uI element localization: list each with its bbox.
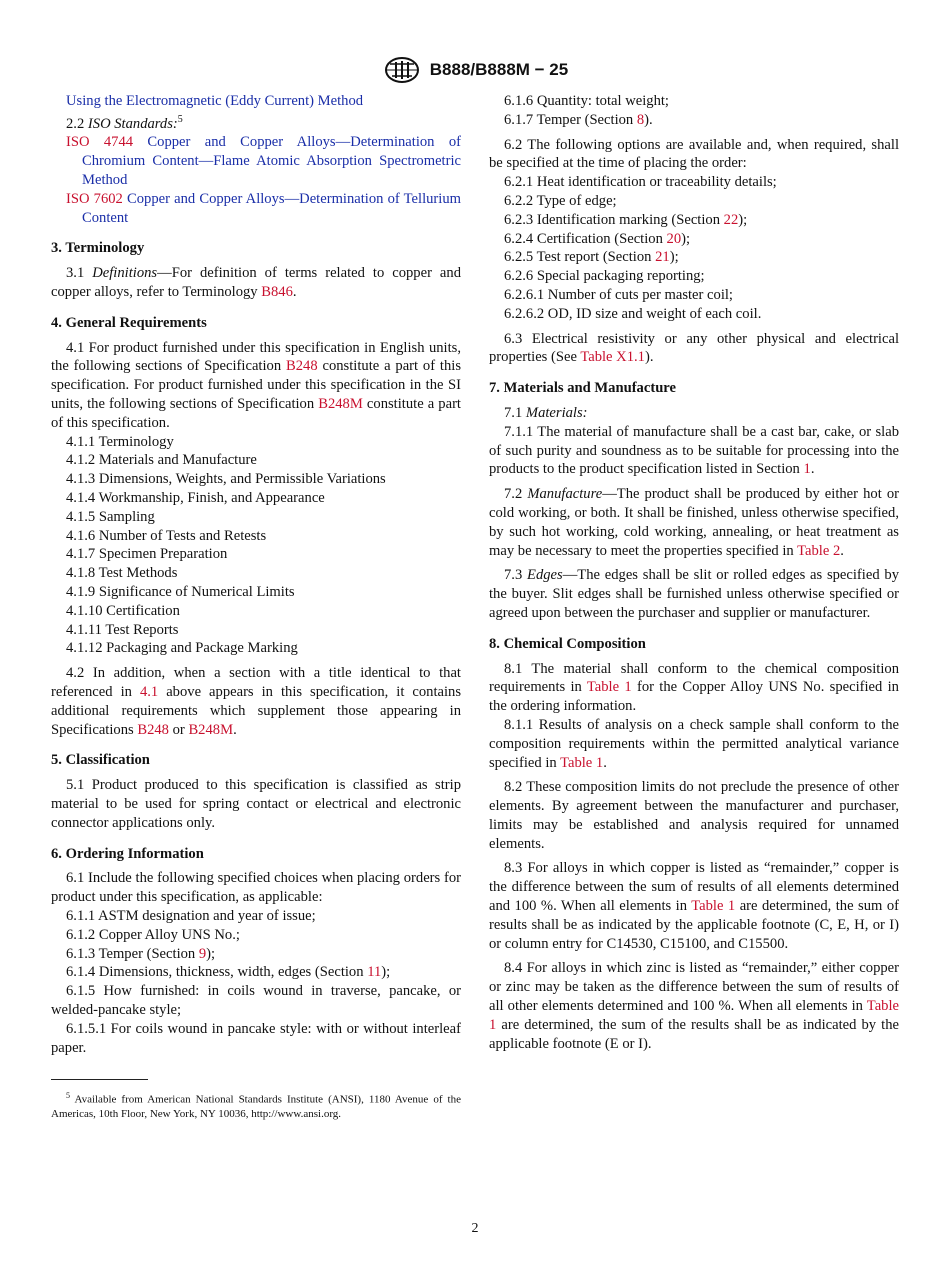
link-table-x1-1[interactable]: Table X1.1: [580, 349, 645, 366]
astm-logo-icon: [382, 56, 422, 84]
list-item: 4.1.7 Specimen Preparation: [66, 546, 228, 563]
section-6-heading: 6. Ordering Information: [51, 845, 204, 862]
para-6-1-7: 6.1.7 Temper (Section 8).: [504, 111, 653, 128]
list-item: 4.1.11 Test Reports: [66, 621, 179, 638]
page-number: 2: [471, 1221, 479, 1236]
iso-7602-reference[interactable]: ISO 7602 Copper and Copper Alloys—Determination of Tellurium Content: [66, 190, 461, 226]
para-6-2-5: 6.2.5 Test report (Section 21);: [504, 249, 679, 266]
link-section-20[interactable]: 20: [666, 230, 682, 247]
section-8-heading: 8. Chemical Composition: [489, 635, 646, 652]
para-7-2: 7.2 Manufacture—The product shall be produced by either hot or cold working, or both. It shall be finished, unless otherwise specified, by such hot working, cold working, annealing, or heat treatment as may be necessary to meet the properties specified in Table 2.: [489, 486, 899, 559]
para-8-3: 8.3 For alloys in which copper is listed as “remainder,” copper is the difference between the sum of results of all elements determined and 100 %. When all elements in Table 1 are determined, the sum of results shall be as indicated by the applicable footnote (C, E, H, or I) or column entry for C14530, C15100, and C15500.: [489, 860, 900, 952]
link-section-22[interactable]: 22: [723, 211, 739, 228]
para-6-1-5: 6.1.5 How furnished: in coils wound in traverse, pancake, or welded-pancake style;: [51, 983, 461, 1018]
footnote: $^5$ Available from American National Standards Institute (ANSI), 1180 Avenue of the Americas, 10th Floor, New York, NY 10036, http://www.ansi.org.: [51, 1091, 461, 1120]
link-table-2[interactable]: Table 2: [797, 542, 841, 559]
link-section-21[interactable]: 21: [655, 249, 670, 266]
para-6-1-4: 6.1.4 Dimensions, thickness, width, edges (Section 11);: [66, 964, 391, 981]
list-item: 4.1.3 Dimensions, Weights, and Permissible Variations: [66, 471, 386, 488]
section-3-heading: 3. Terminology: [51, 240, 145, 257]
list-item: 4.1.5 Sampling: [66, 508, 155, 525]
section-4-heading: 4. General Requirements: [51, 314, 207, 331]
para-6-3: 6.3 Electrical resistivity or any other physical and electrical properties (See Table X1.1).: [489, 330, 899, 366]
para-6-1-1: 6.1.1 ASTM designation and year of issue;: [66, 907, 316, 924]
left-column: [51, 92, 461, 1057]
para-6-1-2: 6.1.2 Copper Alloy UNS No.;: [66, 926, 240, 943]
link-section-11[interactable]: 11: [367, 964, 382, 981]
link-table-1[interactable]: Table 1: [560, 754, 604, 771]
para-6-1-5-1: 6.1.5.1 For coils wound in pancake style: with or without interleaf paper.: [51, 1020, 461, 1056]
list-item: 4.1.12 Packaging and Package Marking: [66, 640, 298, 657]
section-5-heading: 5. Classification: [51, 752, 150, 769]
para-8-1: 8.1 The material shall conform to the chemical composition requirements in Table 1 for the Copper Alloy UNS No. specified in the ordering information.: [489, 660, 899, 715]
link-section-1[interactable]: 1: [803, 461, 811, 478]
para-6-2-6: 6.2.6 Special packaging reporting;: [504, 268, 705, 285]
para-6-2-6-1: 6.2.6.1 Number of cuts per master coil;: [504, 286, 733, 303]
para-7-3: 7.3 Edges—The edges shall be slit or rolled edges as specified by the buyer. Slit edges shall be furnished unless otherwise specified or agreed upon between the purchaser and supplier or manufacturer.: [489, 567, 899, 621]
link-4-1[interactable]: 4.1: [139, 683, 159, 700]
list-item: 4.1.1 Terminology: [66, 433, 174, 450]
para-8-1-1: 8.1.1 Results of analysis on a check sample shall conform to the composition requirements within the permitted analytical variance specified in Table 1.: [489, 716, 899, 771]
link-b248m[interactable]: B248M: [188, 721, 234, 738]
para-6-1: 6.1 Include the following specified choices when placing orders for product under this specification, as applicable:: [51, 870, 461, 906]
list-item: 4.1.4 Workmanship, Finish, and Appearance: [66, 490, 325, 506]
para-6-1-3: 6.1.3 Temper (Section 9);: [66, 945, 216, 962]
list-item: 4.1.10 Certification: [66, 602, 180, 619]
document-designation: B888/B888M − 25: [429, 60, 569, 79]
section-4-1-list: [51, 433, 461, 659]
para-8-2: 8.2 These composition limits do not preclude the presence of other elements. By agreement between the manufacturer and purchaser, limits may be established and analysis required for unnamed elements.: [489, 779, 899, 852]
para-7-1-1: 7.1.1 The material of manufacture shall be a cast bar, cake, or slab of such purity and soundness as to be suitable for processing into the products to the product specification listed in Section 1.: [489, 423, 899, 478]
para-6-2-6-2: 6.2.6.2 OD, ID size and weight of each coil.: [504, 305, 762, 322]
list-item: 4.1.2 Materials and Manufacture: [66, 452, 257, 469]
link-section-8[interactable]: 8: [636, 111, 645, 128]
link-table-1[interactable]: Table 1: [691, 898, 736, 915]
para-6-2: 6.2 The following options are available and, when required, shall be specified at the time of placing the order:: [489, 136, 899, 172]
list-item: 4.1.6 Number of Tests and Retests: [66, 527, 267, 544]
section-7-heading: 7. Materials and Manufacture: [489, 380, 676, 397]
list-item: 4.1.8 Test Methods: [66, 565, 178, 582]
para-4-1: 4.1 For product furnished under this specification in English units, the following sections of Specification B248 constitute a part of this specification. For product furnished under this specification in the SI units, the following sections of Specification B248M constitute a part of this specification.: [51, 339, 462, 431]
page-header: [0, 56, 950, 84]
footnote-rule: [51, 1079, 148, 1080]
para-4-2: 4.2 In addition, when a section with a title identical to that referenced in 4.1 above appears in this specification, it contains additional requirements which supplement those appearing in Specifications B248 or B248M.: [51, 665, 462, 738]
para-8-4: 8.4 For alloys in which zinc is listed as “remainder,” either copper or zinc may be taken as the difference between the sum of results of all other elements determined and 100 %. When all elements in Table 1 are determined, the sum of the results shall be as indicated by the applicable footnote (E or I).: [489, 960, 899, 1052]
link-table-1[interactable]: Table 1: [489, 998, 899, 1033]
para-6-2-4: 6.2.4 Certification (Section 20);: [504, 230, 691, 247]
para-3-1: 3.1 Definitions—For definition of terms related to copper and copper alloys, refer to Terminology B846.: [51, 265, 461, 301]
referenced-document-continuation[interactable]: Using the Electromagnetic (Eddy Current) Method: [66, 93, 364, 109]
list-item: 4.1.9 Significance of Numerical Limits: [66, 583, 295, 600]
para-6-2-3: 6.2.3 Identification marking (Section 22);: [504, 211, 748, 228]
footnote-ref: 5: [177, 113, 183, 125]
para-7-1: 7.1 Materials:: [504, 404, 588, 421]
para-6-2-2: 6.2.2 Type of edge;: [504, 192, 617, 209]
link-section-9[interactable]: 9: [198, 945, 207, 962]
link-table-1[interactable]: Table 1: [586, 679, 632, 696]
para-6-2-1: 6.2.1 Heat identification or traceability details;: [504, 174, 777, 191]
iso-standards-heading: 2.2 ISO Standards:$^5$: [66, 113, 183, 132]
iso-4744-reference[interactable]: ISO 4744 Copper and Copper Alloys—Determination of Chromium Content—Flame Atomic Absorption Spectrometric Method: [66, 134, 461, 189]
link-b248m[interactable]: B248M: [318, 396, 363, 413]
link-b248[interactable]: B248: [137, 721, 169, 738]
right-column: [489, 92, 899, 1053]
para-5-1: 5.1 Product produced to this specification is classified as strip material to be used for spring contact or electrical and electronic connector applications only.: [51, 777, 461, 831]
para-6-1-6: 6.1.6 Quantity: total weight;: [504, 93, 669, 109]
link-b248[interactable]: B248: [286, 358, 318, 375]
link-b846[interactable]: B846: [261, 284, 293, 301]
